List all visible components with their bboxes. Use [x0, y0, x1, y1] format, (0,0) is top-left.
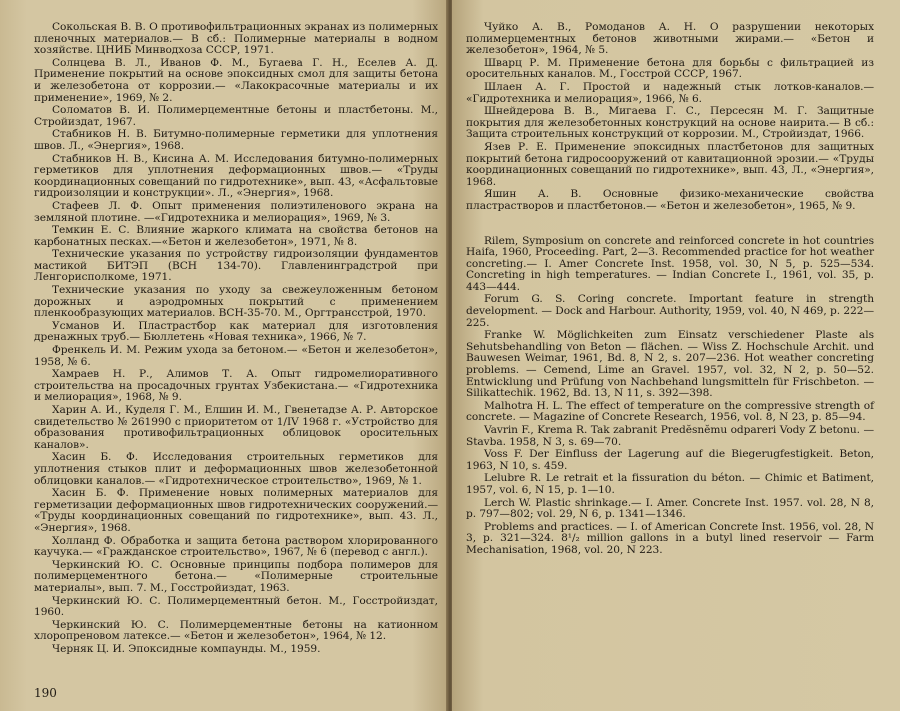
bibliography-entry: Френкель И. М. Режим ухода за бетоном.— «Бетон и железобетон», 1958, № 6.: [34, 344, 438, 368]
right-bibliography-foreign: [466, 236, 874, 557]
bibliography-entry: Стабников Н. В., Кисина А. М. Исследования битумно-полимерных герметиков для уплотнения деформационных швов.— «Труды координационных совещаний по гидротехнике», вып. 43, «Асфальтовые гидроизоляции и конструкции». Л., «Энергия», 1968.: [34, 152, 438, 200]
bibliography-entry: Шварц Р. М. Применение бетона для борьбы с фильтрацией из оросительных каналов. М., Госстрой СССР, 1967.: [466, 56, 874, 81]
bibliography-entry: Хасин Б. Ф. Применение новых полимерных материалов для герметизации деформационных швов гидротехнических сооружений.— «Труды координационных совещаний по гидротехнике», вып. 43. Л., «Энергия», 1968.: [34, 487, 438, 534]
bibliography-entry: Voss F. Der Einfluss der Lagerung auf die Biegerugfestigkeit. Beton, 1963, N 10, s. 459.: [466, 448, 874, 472]
bibliography-entry: Харин А. И., Куделя Г. М., Елшин И. М., Гвенетадзе А. Р. Авторское свидетельство № 261990 с приоритетом от 1/IV 1968 г. «Устройство для образования противофильтрационных облицовок оросительных каналов».: [34, 404, 438, 451]
section-gap: [466, 214, 874, 236]
bibliography-entry: Problems and practices. — I. of American Concrete Inst. 1956, vol. 28, N 3, p. 321—324. 8¹/₂ million gallons in a butyl lined reservoir — Farm Mechanisation, 1968, vol. 20, N 223.: [466, 520, 874, 556]
bibliography-entry: Технические указания по устройству гидроизоляции фундаментов мастикой БИТЭП (ВСН 134-70). Главленинградстрой при Ленгорисполкоме, 1971.: [34, 248, 438, 284]
bibliography-entry: Сокольская В. В. О противофильтрационных экранах из полимерных пленочных материалов.— В сб.: Полимерные материалы в водном хозяйстве. ЦНИБ Минводхоза СССР, 1971.: [34, 21, 438, 57]
bibliography-entry: Franke W. Möglichkeiten zum Einsatz verschiedener Plaste als Sehutsbehandling von Beton — flächen. — Wiss Z. Hochschule Archit. und Bauwesen Weimar, 1961, Bd. 8, N 2, s. 207—236. Hot weather concreting problems. — Cemend, Lime an Gravel. 1957, vol. 32, N 2, p. 50—52. Entwicklung und Prüfung von Nachbehand lungsmitteln für Frischbeton. — Silikattechik. 1962, Bd. 13, N 11, s. 392—398.: [466, 329, 874, 400]
bibliography-entry: Яшин А. В. Основные физико-механические свойства пластрастворов и пластбетонов.— «Бетон и железобетон», 1965, № 9.: [466, 188, 874, 212]
bibliography-entry: Хасин Б. Ф. Исследования строительных герметиков для уплотнения стыков плит и деформационных швов железобетонной облицовки каналов.— «Гидротехническое строительство», 1969, № 1.: [34, 451, 438, 487]
bibliography-entry: Черняк Ц. И. Эпоксидные компаунды. М., 1959.: [52, 642, 321, 655]
bibliography-entry: Lerch W. Plastic shrinkage.— I. Amer. Concrete Inst. 1957. vol. 28, N 8, p. 797—802; vol. 29, N 6, p. 1341—1346.: [466, 496, 874, 521]
bibliography-entry: Шнейдерова В. В., Мигаева Г. С., Персесян М. Г. Защитные покрытия для железобетонных конструкций на основе наирита.— В сб.: Защита строительных конструкций от коррозии. М., Стройиздат, 1966.: [466, 105, 874, 141]
bibliography-entry: Чуйко А. В., Ромоданов А. Н. О разрушении некоторых полимерцементных бетонов животными жирами.— «Бетон и железобетон», 1964, № 5.: [466, 21, 874, 57]
bibliography-entry: Солнцева В. Л., Иванов Ф. М., Бугаева Г. Н., Еселев А. Д. Применение покрытий на основе эпоксидных смол для защиты бетона и железобетона от коррозии.— «Лакокрасочные материалы и их применение», 1969, № 2.: [34, 56, 438, 104]
bibliography-entry: Стабников Н. В. Битумно-полимерные герметики для уплотнения швов. Л., «Энергия», 1968.: [34, 128, 438, 152]
right-bibliography-russian: [466, 22, 874, 213]
bibliography-entry: Хамраев Н. Р., Алимов Т. А. Опыт гидромелиоративного строительства на просадочных грунтах Узбекистана.— «Гидротехника и мелиорация», 1968, № 9.: [34, 368, 438, 404]
bibliography-entry: Lelubre R. Le retrait et la fissuration du béton. — Chimic et Batiment, 1957, vol. 6, N 15, p. 1—10.: [466, 472, 874, 496]
left-page: [0, 0, 448, 711]
bibliography-entry: Malhotra H. L. The effect of temperature on the compressive strength of concrete. — Magazine of Concrete Research, 1956, vol. 8, N 23, p. 85—94.: [466, 399, 874, 424]
bibliography-entry: Forum G. S. Coring concrete. Important feature in strength development. — Dock and Harbour. Authority, 1959, vol. 40, N 469, p. 222—225.: [466, 293, 874, 329]
page-number: 190: [34, 686, 57, 700]
bibliography-entry: Технические указания по уходу за свежеуложенным бетоном дорожных и аэродромных покрытий с применением пленкообразующих материалов. ВСН-35-70. М., Оргтрансстрой, 1970.: [34, 284, 438, 320]
bibliography-entry: Черкинский Ю. С. Основные принципы подбора полимеров для полимерцементного бетона.— «Полимерные строительные материалы», вып. 7. М., Госстройиздат, 1963.: [34, 558, 438, 594]
bibliography-entry: Язев Р. Е. Применение эпоксидных пластбетонов для защитных покрытий бетона гидросооружений от кавитационной эрозии.— «Труды координационных совещаний по гидротехнике», вып. 43, Л., «Энергия», 1968.: [466, 140, 874, 188]
bibliography-entry: Черкинский Ю. С. Полимерцементный бетон. М., Госстройиздат, 1960.: [34, 594, 438, 619]
bibliography-entry: Rilem, Symposium on concrete and reinforced concrete in hot countries Haifa, 1960, Proceeding. Part, 2—3. Recommended practice for hot weather concreting.— I. Amer Concrete Inst. 1958, vol. 30, N 5, p. 525—534. Concreting in high temperatures. — Indian Concrete I., 1961, vol. 35, p. 443—444.: [466, 234, 874, 293]
right-page: [452, 0, 900, 711]
bibliography-entry: Усманов И. Пластрастбор как материал для изготовления дренажных труб.— Бюллетень «Новая техника», 1966, № 7.: [34, 319, 438, 344]
bibliography-entry: Соломатов В. И. Полимерцементные бетоны и пластбетоны. М., Стройиздат, 1967.: [34, 104, 438, 128]
bibliography-entry: Черкинский Ю. С. Полимерцементные бетоны на катионном хлоропреновом латексе.— «Бетон и железобетон», 1964, № 12.: [34, 618, 438, 643]
bibliography-entry: Темкин Е. С. Влияние жаркого климата на свойства бетонов на карбонатных песках.—«Бетон и железобетон», 1971, № 8.: [34, 224, 438, 248]
bibliography-entry: Холланд Ф. Обработка и защита бетона раствором хлорированного каучука.— «Гражданское строительство», 1967, № 6 (перевод с англ.).: [34, 534, 438, 559]
bibliography-entry: Стафеев Л. Ф. Опыт применения полиэтиленового экрана на земляной плотине. —«Гидротехника и мелиорация», 1969, № 3.: [34, 199, 438, 224]
left-bibliography: [34, 22, 438, 655]
bibliography-entry: Vavrin F., Krema R. Tak zabranit Predĕsnĕmu odpareri Vody Z betonu. — Stavba. 1958, N 3, s. 69—70.: [466, 424, 874, 448]
bibliography-entry: Шлаен А. Г. Простой и надежный стык лотков-каналов.— «Гидротехника и мелиорация», 1966, № 6.: [466, 80, 874, 105]
